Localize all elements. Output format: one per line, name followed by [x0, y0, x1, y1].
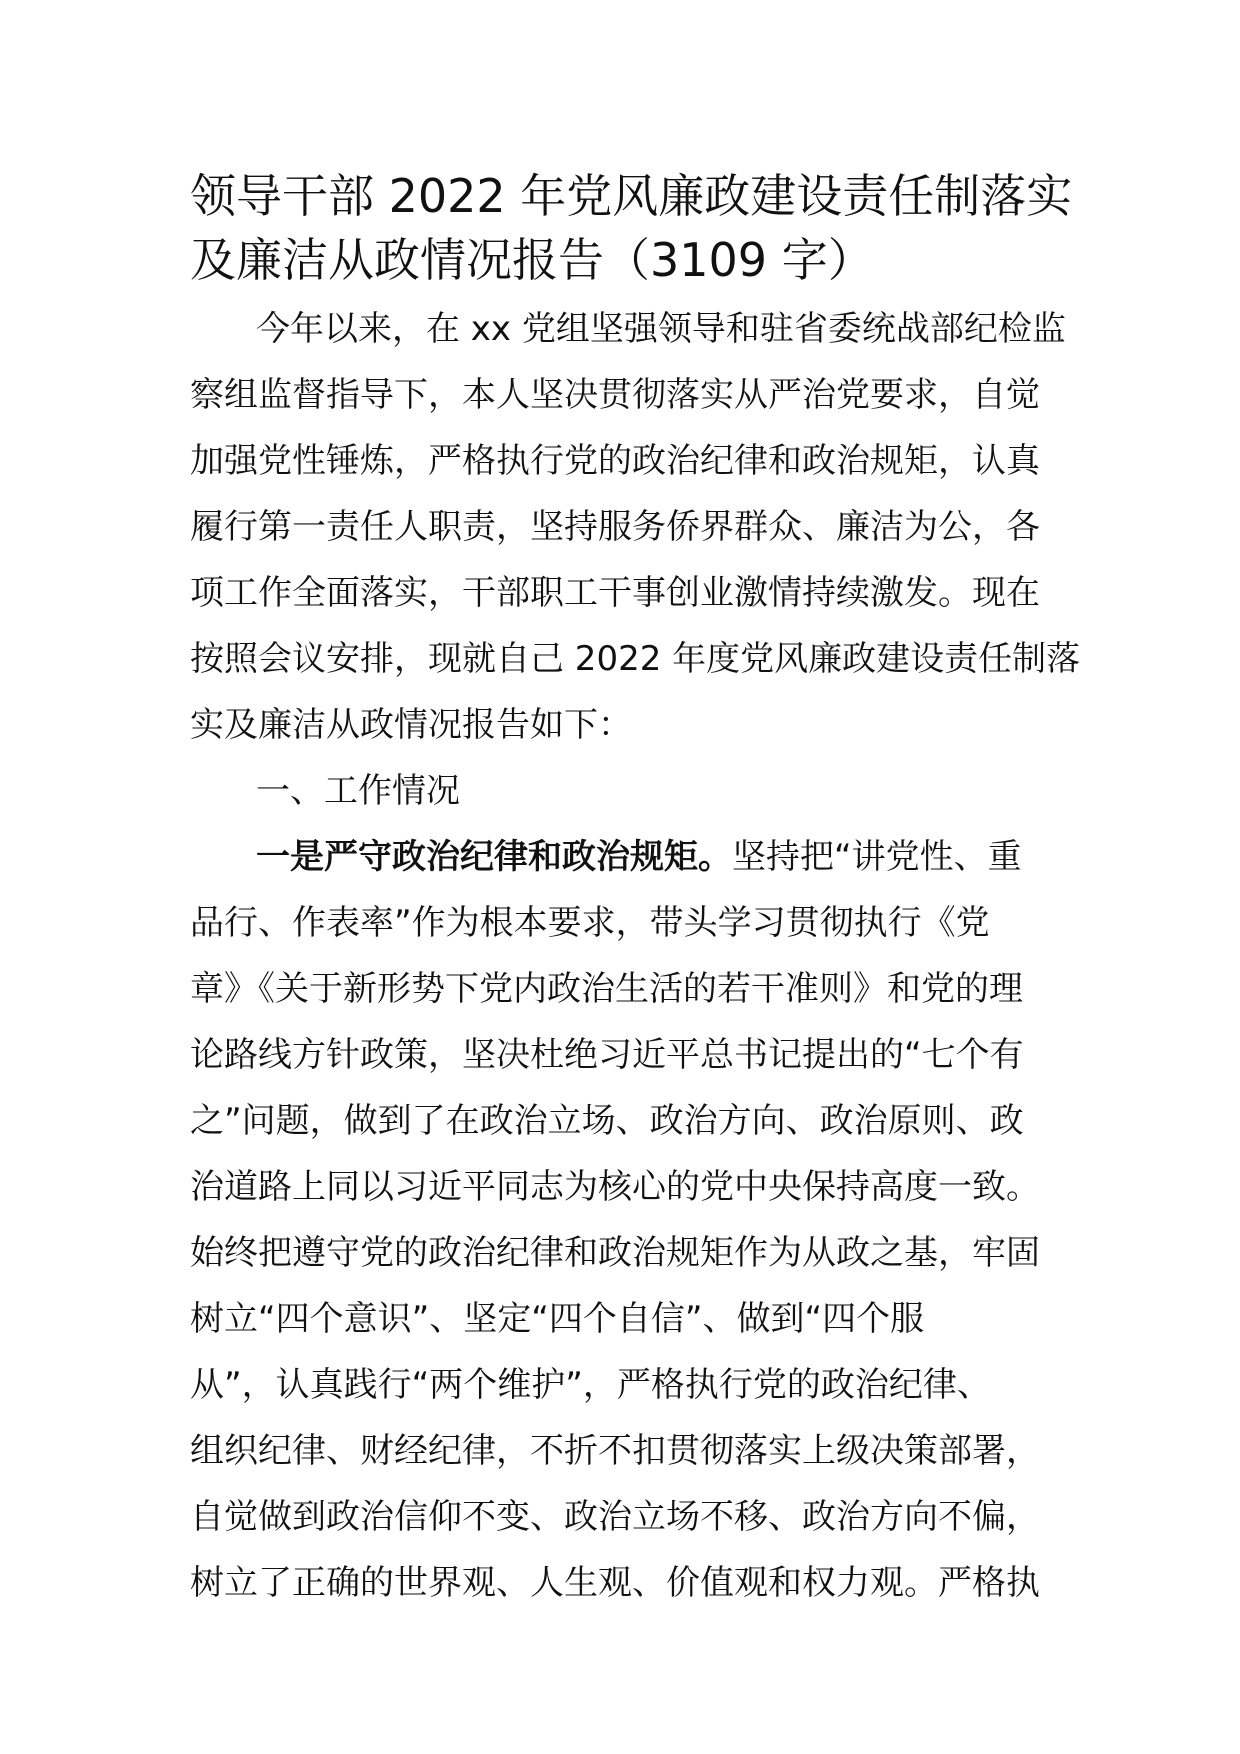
paragraph-line: 履行第一责任人职责，坚持服务侨界群众、廉洁为公，各 — [190, 507, 1040, 547]
paragraph-line: 品行、作表率”作为根本要求，带头学习贯彻执行《党 — [190, 903, 990, 943]
paragraph-line: 治道路上同以习近平同志为核心的党中央保持高度一致。 — [190, 1167, 1040, 1207]
title-line-2: 及廉洁从政情况报告（3109 字） — [190, 233, 874, 287]
paragraph-line: 章》《关于新形势下党内政治生活的若干准则》和党的理 — [190, 969, 1023, 1009]
title-line-1: 领导干部 2022 年党风廉政建设责任制落实 — [190, 169, 1073, 223]
paragraph-line: 始终把遵守党的政治纪律和政治规矩作为从政之基，牢固 — [190, 1233, 1040, 1273]
paragraph-line: 项工作全面落实，干部职工干事创业激情持续激发。现在 — [190, 573, 1040, 613]
paragraph-line: 从”，认真践行“两个维护”，严格执行党的政治纪律、 — [190, 1365, 991, 1405]
paragraph-line: 论路线方针政策，坚决杜绝习近平总书记提出的“七个有 — [190, 1035, 1024, 1075]
paragraph-line: 按照会议安排，现就自己 2022 年度党风廉政建设责任制落 — [190, 639, 1081, 679]
document-title — [190, 164, 1073, 292]
paragraph-line: 实及廉洁从政情况报告如下： — [190, 705, 632, 745]
paragraph-line-rest: 坚持把“讲党性、重 — [732, 837, 1022, 877]
section-heading: 一、工作情况 — [256, 771, 460, 811]
paragraph-line: 之”问题，做到了在政治立场、政治方向、政治原则、政 — [190, 1101, 1024, 1141]
paragraph-line: 自觉做到政治信仰不变、政治立场不移、政治方向不偏， — [190, 1497, 1040, 1537]
paragraph-line: 树立了正确的世界观、人生观、价值观和权力观。严格执 — [190, 1563, 1040, 1603]
paragraph-line — [190, 824, 1070, 890]
paragraph-line: 察组监督指导下，本人坚决贯彻落实从严治党要求，自觉 — [190, 375, 1040, 415]
paragraph-line: 组织纪律、财经纪律，不折不扣贯彻落实上级决策部署， — [190, 1431, 1040, 1471]
paragraph-line: 加强党性锤炼，严格执行党的政治纪律和政治规矩，认真 — [190, 441, 1040, 481]
document-body — [190, 296, 1081, 1616]
paragraph-line: 树立“四个意识”、坚定“四个自信”、做到“四个服 — [190, 1299, 925, 1339]
paragraph-line: 今年以来，在 xx 党组坚强领导和驻省委统战部纪检监 — [256, 309, 1066, 349]
bold-lead-sentence: 一是严守政治纪律和政治规矩。 — [256, 837, 732, 877]
